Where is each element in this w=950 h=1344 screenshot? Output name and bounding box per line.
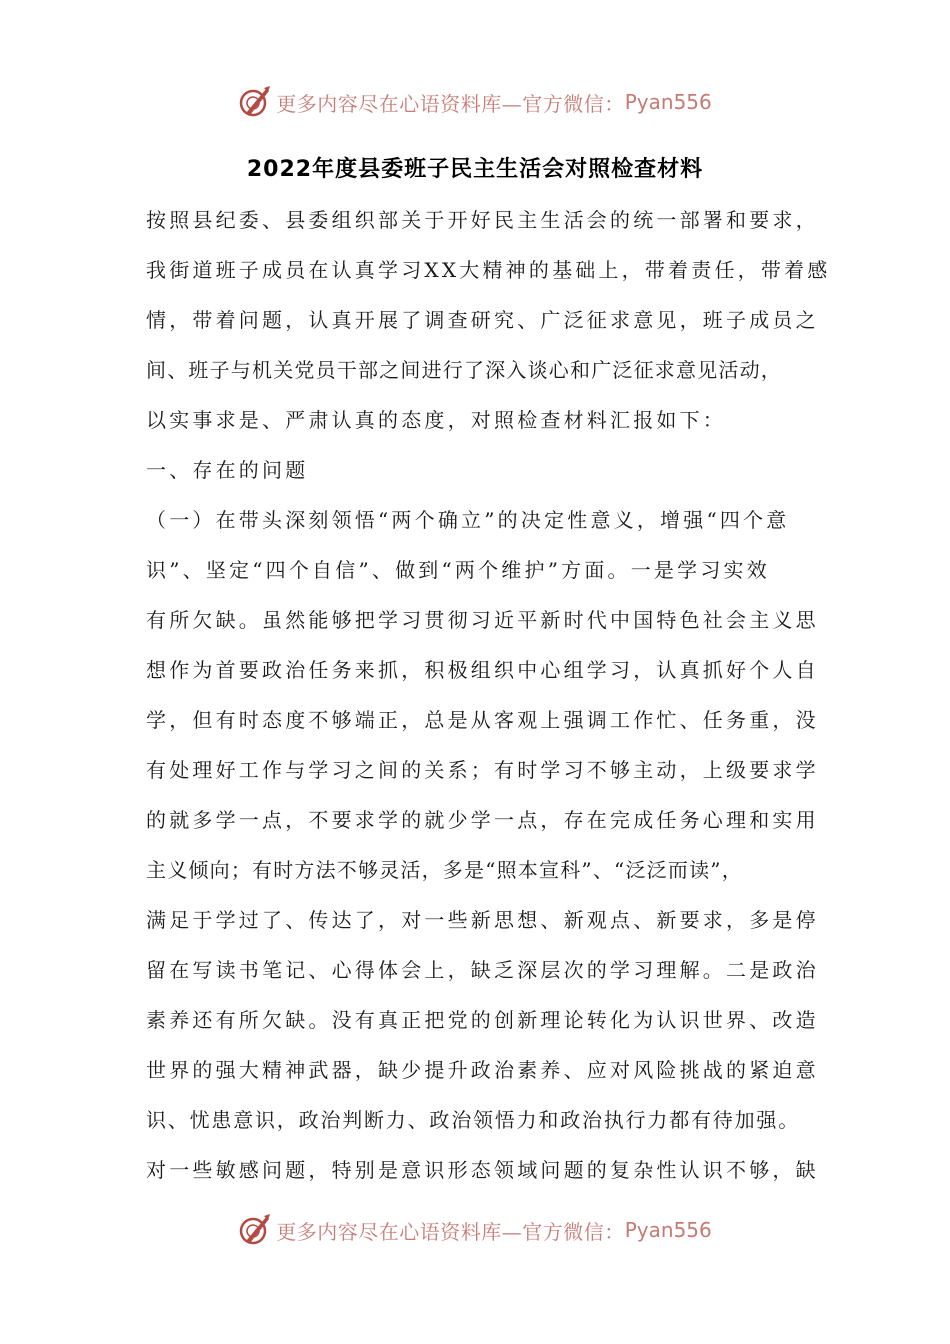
body-line: 我街道班子成员在认真学习XX大精神的基础上，带着责任，带着感: [146, 258, 831, 282]
watermark-wechat-id: Pyan556: [624, 1218, 712, 1242]
pen-logo-icon: [238, 1213, 272, 1247]
watermark-text: 更多内容尽在心语资料库—官方微信：: [276, 91, 625, 116]
body-line: 留在写读书笔记、心得体会上，缺乏深层次的学习理解。二是政治: [146, 958, 819, 982]
body-line: 有处理好工作与学习之间的关系；有时学习不够主动，上级要求学: [146, 758, 819, 782]
body-line: 以实事求是、严肃认真的态度，对照检查材料汇报如下：: [146, 408, 726, 432]
body-line: 学，但有时态度不够端正，总是从客观上强调工作忙、任务重，没: [146, 708, 819, 732]
body-line: 间、班子与机关党员干部之间进行了深入谈心和广泛征求意见活动，: [146, 358, 782, 382]
document-title: 2022年度县委班子民主生活会对照检查材料: [246, 157, 704, 182]
body-line: 按照县纪委、县委组织部关于开好民主生活会的统一部署和要求，: [146, 208, 819, 232]
body-line: 有所欠缺。虽然能够把学习贯彻习近平新时代中国特色社会主义思: [146, 608, 819, 632]
body-line: 对一些敏感问题，特别是意识形态领域问题的复杂性认识不够，缺: [146, 1158, 819, 1182]
body-line: 识、忧患意识，政治判断力、政治领悟力和政治执行力都有待加强。: [146, 1108, 800, 1132]
watermark-banner-top: [0, 80, 950, 124]
watermark-banner-bottom: [0, 1208, 950, 1252]
body-line: 主义倾向；有时方法不够灵活，多是“照本宣科”、“泛泛而读”，: [146, 858, 743, 882]
body-line: 情，带着问题，认真开展了调查研究、广泛征求意见，班子成员之: [146, 308, 819, 332]
section-heading: 一、存在的问题: [146, 458, 309, 482]
watermark-wechat-id: Pyan556: [624, 90, 712, 114]
body-line: 世界的强大精神武器，缺少提升政治素养、应对风险挑战的紧迫意: [146, 1058, 819, 1082]
body-line: 的就多学一点，不要求学的就少学一点，存在完成任务心理和实用: [146, 808, 819, 832]
document-body: [146, 195, 836, 1195]
body-line: 想作为首要政治任务来抓，积极组织中心组学习，认真抓好个人自: [146, 658, 819, 682]
body-line: 识”、坚定“四个自信”、做到“两个维护”方面。一是学习实效: [146, 558, 770, 582]
body-line: 满足于学过了、传达了，对一些新思想、新观点、新要求，多是停: [146, 908, 819, 932]
body-line: 素养还有所欠缺。没有真正把党的创新理论转化为认识世界、改造: [146, 1008, 819, 1032]
body-line: （一）在带头深刻领悟“两个确立”的决定性意义，增强“四个意: [146, 508, 790, 532]
pen-logo-icon: [238, 85, 272, 119]
watermark-text: 更多内容尽在心语资料库—官方微信：: [276, 1219, 625, 1244]
